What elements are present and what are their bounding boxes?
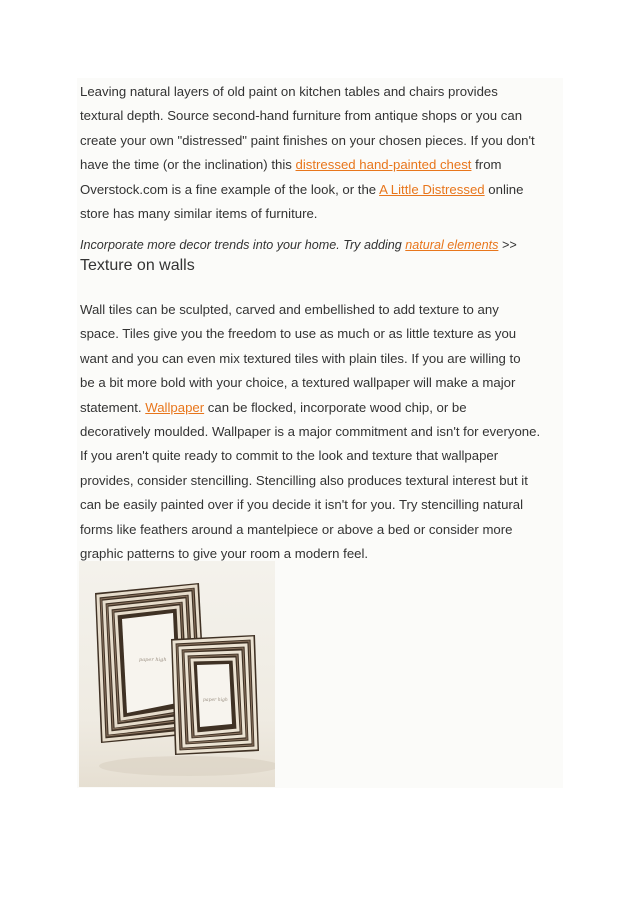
walls-line-9: can be easily painted over if you decide it isn't for you. Try stencilling natural	[80, 497, 524, 513]
picture-frames-photo	[79, 561, 275, 787]
small-frame-caption: paper high	[203, 698, 228, 703]
walls-line-3: want and you can even mix textured tiles with plain tiles. If you are willing to	[80, 350, 521, 366]
walls-paragraph	[80, 298, 566, 566]
large-frame-mat	[122, 613, 177, 713]
intro-line-1: Leaving natural layers of old paint on kitchen tables and chairs provides	[80, 84, 498, 99]
a-little-distressed-link[interactable]: A Little Distressed	[379, 181, 485, 197]
intro-line-5-end: online	[484, 181, 524, 197]
walls-line-5-end: can be flocked, incorporate wood chip, or be	[204, 399, 467, 415]
intro-line-4-end: from	[471, 157, 502, 173]
natural-elements-link[interactable]: natural elements	[405, 238, 499, 252]
small-frame	[171, 635, 259, 755]
walls-line-7: If you aren't quite ready to commit to the look and texture that wallpaper	[80, 448, 499, 464]
walls-line-6: decoratively moulded. Wallpaper is a major commitment and isn't for everyone.	[80, 424, 541, 440]
intro-line-4: have the time (or the inclination) this	[80, 157, 296, 173]
decor-trends-arrow: >>	[498, 238, 517, 252]
walls-line-8: provides, consider stencilling. Stencilling also produces textural interest but it	[80, 472, 528, 488]
distressed-chest-link[interactable]: distressed hand-painted chest	[295, 157, 472, 173]
decor-trends-note	[80, 235, 517, 255]
intro-line-5: Overstock.com is a fine example of the look, or the	[80, 181, 380, 197]
walls-line-2: space. Tiles give you the freedom to use as much or as little texture as you	[80, 326, 517, 342]
walls-line-1: Wall tiles can be sculpted, carved and embellished to add texture to any	[80, 302, 499, 317]
small-frame-mat	[197, 664, 232, 727]
walls-line-11: graphic patterns to give your room a modern feel.	[80, 546, 369, 562]
walls-line-5: statement.	[80, 399, 146, 415]
decor-trends-text: Incorporate more decor trends into your home. Try adding	[80, 238, 406, 252]
wallpaper-link[interactable]: Wallpaper	[145, 399, 205, 415]
intro-line-2: textural depth. Source second-hand furniture from antique shops or you can	[80, 108, 523, 124]
intro-line-3: create your own "distressed" paint finishes on your chosen pieces. If you don't	[80, 132, 535, 148]
intro-line-6: store has many similar items of furniture.	[80, 206, 318, 222]
section-heading: Texture on walls	[80, 257, 195, 274]
picture-frames-illustration	[79, 561, 275, 787]
large-frame-caption: paper high	[139, 657, 167, 663]
table-shadow	[99, 756, 275, 776]
intro-paragraph	[80, 80, 566, 226]
walls-line-4: be a bit more bold with your choice, a textured wallpaper will make a major	[80, 375, 516, 391]
walls-line-10: forms like feathers around a mantelpiece or above a bed or consider more	[80, 521, 513, 537]
